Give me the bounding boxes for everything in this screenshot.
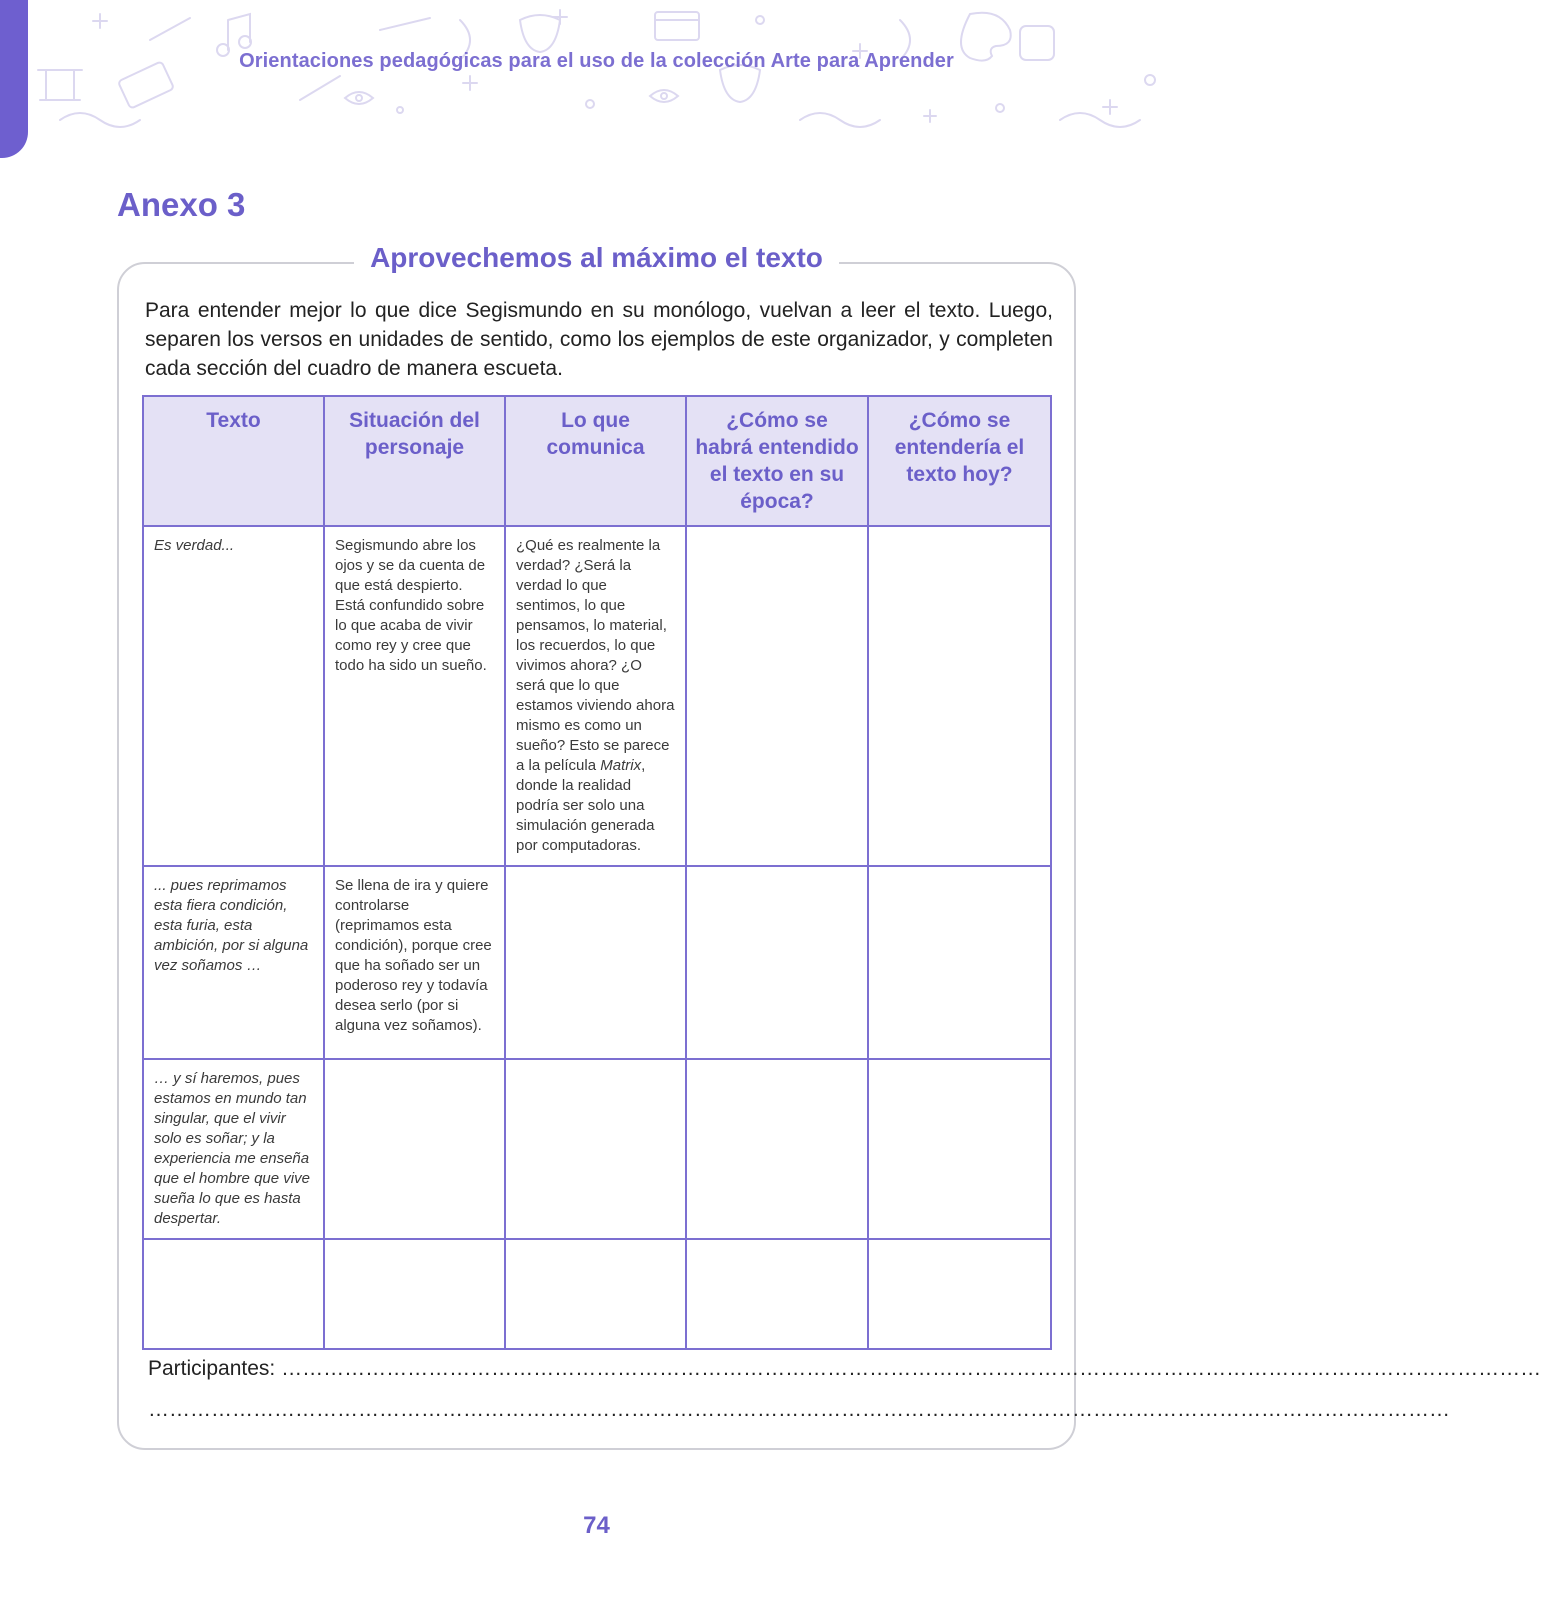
situacion-cell: Segismundo abre los ojos y se da cuenta de que está despierto. Está confundido sobre lo que acaba de vivir como rey y cree que todo ha sido un sueño. [324,526,505,866]
panel-title: Aprovechemos al máximo el texto [354,242,839,274]
table-row [143,1239,1051,1349]
comunica-cell-empty[interactable] [505,1239,686,1349]
hoy-cell-empty[interactable] [868,866,1051,1059]
situacion-cell-empty[interactable] [324,1239,505,1349]
participants-second-line[interactable]: …………………………………………………………………………………………………………………………………………………………………… [148,1398,1450,1421]
table-row [143,866,1051,1059]
comunica-cell-empty[interactable] [505,866,686,1059]
situacion-cell: Se llena de ira y quiere controlarse (reprimamos esta condición), porque cree que ha soñado ser un poderoso rey y todavía desea serlo (por si alguna vez soñamos). [324,866,505,1059]
hoy-cell-empty[interactable] [868,1059,1051,1239]
top-hat-icon [38,70,82,100]
comunica-cell [505,526,686,866]
texto-cell: ... pues reprimamos esta fiera condición, esta furia, esta ambición, por si alguna vez soñamos … [143,866,324,1059]
header-decoration [0,0,1193,158]
table-row [143,1059,1051,1239]
table-header-row [143,396,1051,526]
header-cell-comunica: Lo que comunica [505,396,686,526]
film-title: Matrix [600,757,642,774]
header-title: Orientaciones pedagógicas para el uso de la colección Arte para Aprender [239,50,954,72]
header-band [0,0,1193,158]
comunica-cell-empty[interactable] [505,1059,686,1239]
texto-cell: … y sí haremos, pues estamos en mundo tan singular, que el vivir solo es soñar; y la experiencia me enseña que el hombre que vive sueña lo que es hasta despertar. [143,1059,324,1239]
texto-cell-empty[interactable] [143,1239,324,1349]
comunica-text-end: , donde la realidad podría ser solo una simulación generada por computadoras. [516,757,655,854]
header-cell-situacion: Situación del personaje [324,396,505,526]
participants-line[interactable]: Participantes: ……………………………………………………………………………………………………………………………………………………………… [148,1357,1541,1380]
header-cell-hoy: ¿Cómo se entendería el texto hoy? [868,396,1051,526]
hoy-cell-empty[interactable] [868,526,1051,866]
table-row [143,526,1051,866]
header-cell-epoca: ¿Cómo se habrá entendido el texto en su época? [686,396,868,526]
texto-cell: Es verdad... [143,526,324,866]
page-number: 74 [583,1512,610,1539]
chapter-tab [0,0,28,158]
epoca-cell-empty[interactable] [686,526,868,866]
hoy-cell-empty[interactable] [868,1239,1051,1349]
film-clapper-icon [655,12,699,40]
organizer-table [142,395,1052,1350]
annex-title: Anexo 3 [117,186,246,223]
epoca-cell-empty[interactable] [686,1239,868,1349]
epoca-cell-empty[interactable] [686,1059,868,1239]
panel-title-wrap [0,242,1193,274]
header-cell-texto: Texto [143,396,324,526]
instructions-text: Para entender mejor lo que dice Segismundo en su monólogo, vuelvan a leer el texto. Luego, separen los versos en unidades de sentido, como los ejemplos de este organizador, y completen cada sección del cuadro de manera escueta. [145,299,1053,380]
comunica-text-start: ¿Qué es realmente la verdad? ¿Será la verdad lo que sentimos, lo que pensamos, lo material, los recuerdos, lo que vivimos ahora? ¿O será que lo que estamos viviendo ahora mismo es como un sueño? Esto se parece a la película [516,537,675,774]
epoca-cell-empty[interactable] [686,866,868,1059]
situacion-cell-empty[interactable] [324,1059,505,1239]
eye-icon [345,90,678,104]
